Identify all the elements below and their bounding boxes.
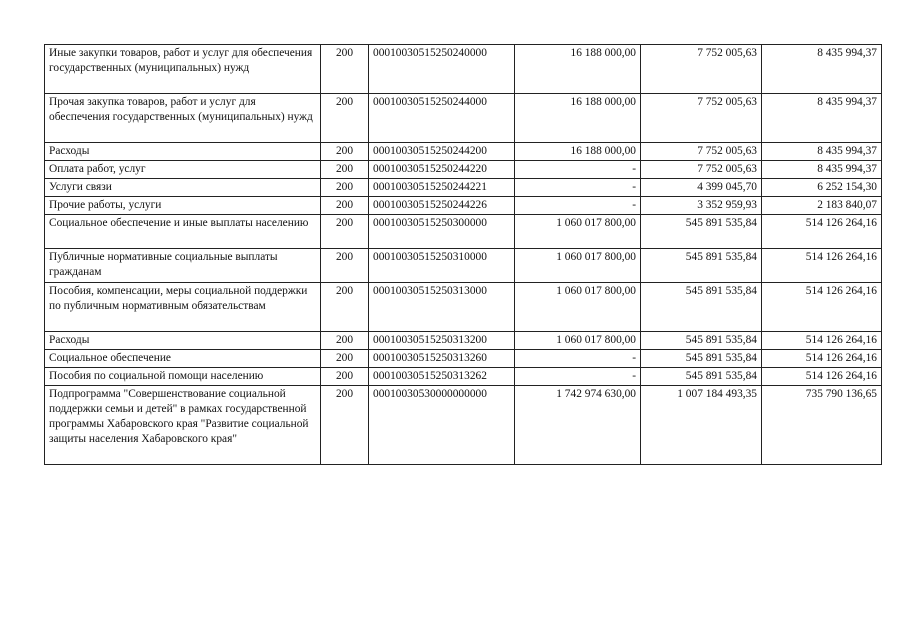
row-planned-cell: 16 188 000,00 bbox=[515, 94, 641, 143]
row-executed-cell: 545 891 535,84 bbox=[641, 215, 762, 249]
table-row bbox=[45, 350, 882, 368]
budget-execution-table bbox=[44, 44, 882, 465]
row-remaining-cell: 514 126 264,16 bbox=[762, 368, 882, 386]
row-code-cell: 200 bbox=[321, 332, 369, 350]
row-name-cell: Услуги связи bbox=[45, 179, 321, 197]
row-code-cell: 200 bbox=[321, 215, 369, 249]
row-code-cell: 200 bbox=[321, 368, 369, 386]
row-planned-cell: 1 060 017 800,00 bbox=[515, 215, 641, 249]
row-name-cell: Социальное обеспечение и иные выплаты населению bbox=[45, 215, 321, 249]
row-classifier-cell: 00010030515250244221 bbox=[369, 179, 515, 197]
row-executed-cell: 545 891 535,84 bbox=[641, 332, 762, 350]
table-row bbox=[45, 249, 882, 283]
row-remaining-cell: 514 126 264,16 bbox=[762, 215, 882, 249]
row-name-cell: Социальное обеспечение bbox=[45, 350, 321, 368]
row-name-cell: Подпрограмма "Совершенствование социальной поддержки семьи и детей" в рамках государственной программы Хабаровского края "Развитие социальной защиты населения Хабаровского края" bbox=[45, 386, 321, 465]
row-remaining-cell: 8 435 994,37 bbox=[762, 143, 882, 161]
table-row bbox=[45, 179, 882, 197]
row-remaining-cell: 8 435 994,37 bbox=[762, 94, 882, 143]
table-row bbox=[45, 143, 882, 161]
row-classifier-cell: 00010030515250313200 bbox=[369, 332, 515, 350]
row-name-cell: Прочие работы, услуги bbox=[45, 197, 321, 215]
row-code-cell: 200 bbox=[321, 249, 369, 283]
row-classifier-cell: 00010030515250244200 bbox=[369, 143, 515, 161]
row-executed-cell: 7 752 005,63 bbox=[641, 143, 762, 161]
row-remaining-cell: 6 252 154,30 bbox=[762, 179, 882, 197]
row-classifier-cell: 00010030515250313260 bbox=[369, 350, 515, 368]
row-code-cell: 200 bbox=[321, 350, 369, 368]
row-executed-cell: 545 891 535,84 bbox=[641, 350, 762, 368]
row-classifier-cell: 00010030530000000000 bbox=[369, 386, 515, 465]
row-planned-cell: 1 060 017 800,00 bbox=[515, 332, 641, 350]
row-classifier-cell: 00010030515250310000 bbox=[369, 249, 515, 283]
row-remaining-cell: 514 126 264,16 bbox=[762, 332, 882, 350]
row-name-cell: Публичные нормативные социальные выплаты гражданам bbox=[45, 249, 321, 283]
row-planned-cell: - bbox=[515, 179, 641, 197]
table-row bbox=[45, 161, 882, 179]
row-name-cell: Пособия по социальной помощи населению bbox=[45, 368, 321, 386]
row-remaining-cell: 514 126 264,16 bbox=[762, 350, 882, 368]
row-planned-cell: - bbox=[515, 197, 641, 215]
row-code-cell: 200 bbox=[321, 197, 369, 215]
table-row bbox=[45, 283, 882, 332]
row-name-cell: Оплата работ, услуг bbox=[45, 161, 321, 179]
row-classifier-cell: 00010030515250313000 bbox=[369, 283, 515, 332]
row-classifier-cell: 00010030515250244220 bbox=[369, 161, 515, 179]
row-executed-cell: 545 891 535,84 bbox=[641, 283, 762, 332]
row-planned-cell: 16 188 000,00 bbox=[515, 45, 641, 94]
row-executed-cell: 7 752 005,63 bbox=[641, 94, 762, 143]
row-executed-cell: 7 752 005,63 bbox=[641, 45, 762, 94]
table-row bbox=[45, 386, 882, 465]
row-code-cell: 200 bbox=[321, 179, 369, 197]
row-remaining-cell: 8 435 994,37 bbox=[762, 161, 882, 179]
row-planned-cell: - bbox=[515, 368, 641, 386]
row-name-cell: Расходы bbox=[45, 143, 321, 161]
row-classifier-cell: 00010030515250244000 bbox=[369, 94, 515, 143]
row-remaining-cell: 8 435 994,37 bbox=[762, 45, 882, 94]
row-name-cell: Пособия, компенсации, меры социальной поддержки по публичным нормативным обязательствам bbox=[45, 283, 321, 332]
row-executed-cell: 1 007 184 493,35 bbox=[641, 386, 762, 465]
row-planned-cell: 1 060 017 800,00 bbox=[515, 249, 641, 283]
table-row bbox=[45, 197, 882, 215]
row-code-cell: 200 bbox=[321, 94, 369, 143]
table-body bbox=[45, 45, 882, 465]
row-classifier-cell: 00010030515250244226 bbox=[369, 197, 515, 215]
row-code-cell: 200 bbox=[321, 161, 369, 179]
row-remaining-cell: 735 790 136,65 bbox=[762, 386, 882, 465]
row-classifier-cell: 00010030515250313262 bbox=[369, 368, 515, 386]
row-planned-cell: - bbox=[515, 350, 641, 368]
row-executed-cell: 7 752 005,63 bbox=[641, 161, 762, 179]
row-remaining-cell: 514 126 264,16 bbox=[762, 249, 882, 283]
row-planned-cell: 1 742 974 630,00 bbox=[515, 386, 641, 465]
row-code-cell: 200 bbox=[321, 283, 369, 332]
row-name-cell: Прочая закупка товаров, работ и услуг для обеспечения государственных (муниципальных) нужд bbox=[45, 94, 321, 143]
table-row bbox=[45, 332, 882, 350]
table-row bbox=[45, 94, 882, 143]
row-planned-cell: - bbox=[515, 161, 641, 179]
row-code-cell: 200 bbox=[321, 386, 369, 465]
row-planned-cell: 16 188 000,00 bbox=[515, 143, 641, 161]
table-row bbox=[45, 215, 882, 249]
row-classifier-cell: 00010030515250300000 bbox=[369, 215, 515, 249]
row-remaining-cell: 514 126 264,16 bbox=[762, 283, 882, 332]
row-executed-cell: 545 891 535,84 bbox=[641, 249, 762, 283]
table-row bbox=[45, 368, 882, 386]
row-name-cell: Расходы bbox=[45, 332, 321, 350]
row-name-cell: Иные закупки товаров, работ и услуг для обеспечения государственных (муниципальных) нужд bbox=[45, 45, 321, 94]
row-executed-cell: 4 399 045,70 bbox=[641, 179, 762, 197]
row-code-cell: 200 bbox=[321, 143, 369, 161]
row-classifier-cell: 00010030515250240000 bbox=[369, 45, 515, 94]
row-remaining-cell: 2 183 840,07 bbox=[762, 197, 882, 215]
row-code-cell: 200 bbox=[321, 45, 369, 94]
row-executed-cell: 3 352 959,93 bbox=[641, 197, 762, 215]
row-planned-cell: 1 060 017 800,00 bbox=[515, 283, 641, 332]
row-executed-cell: 545 891 535,84 bbox=[641, 368, 762, 386]
table-row bbox=[45, 45, 882, 94]
